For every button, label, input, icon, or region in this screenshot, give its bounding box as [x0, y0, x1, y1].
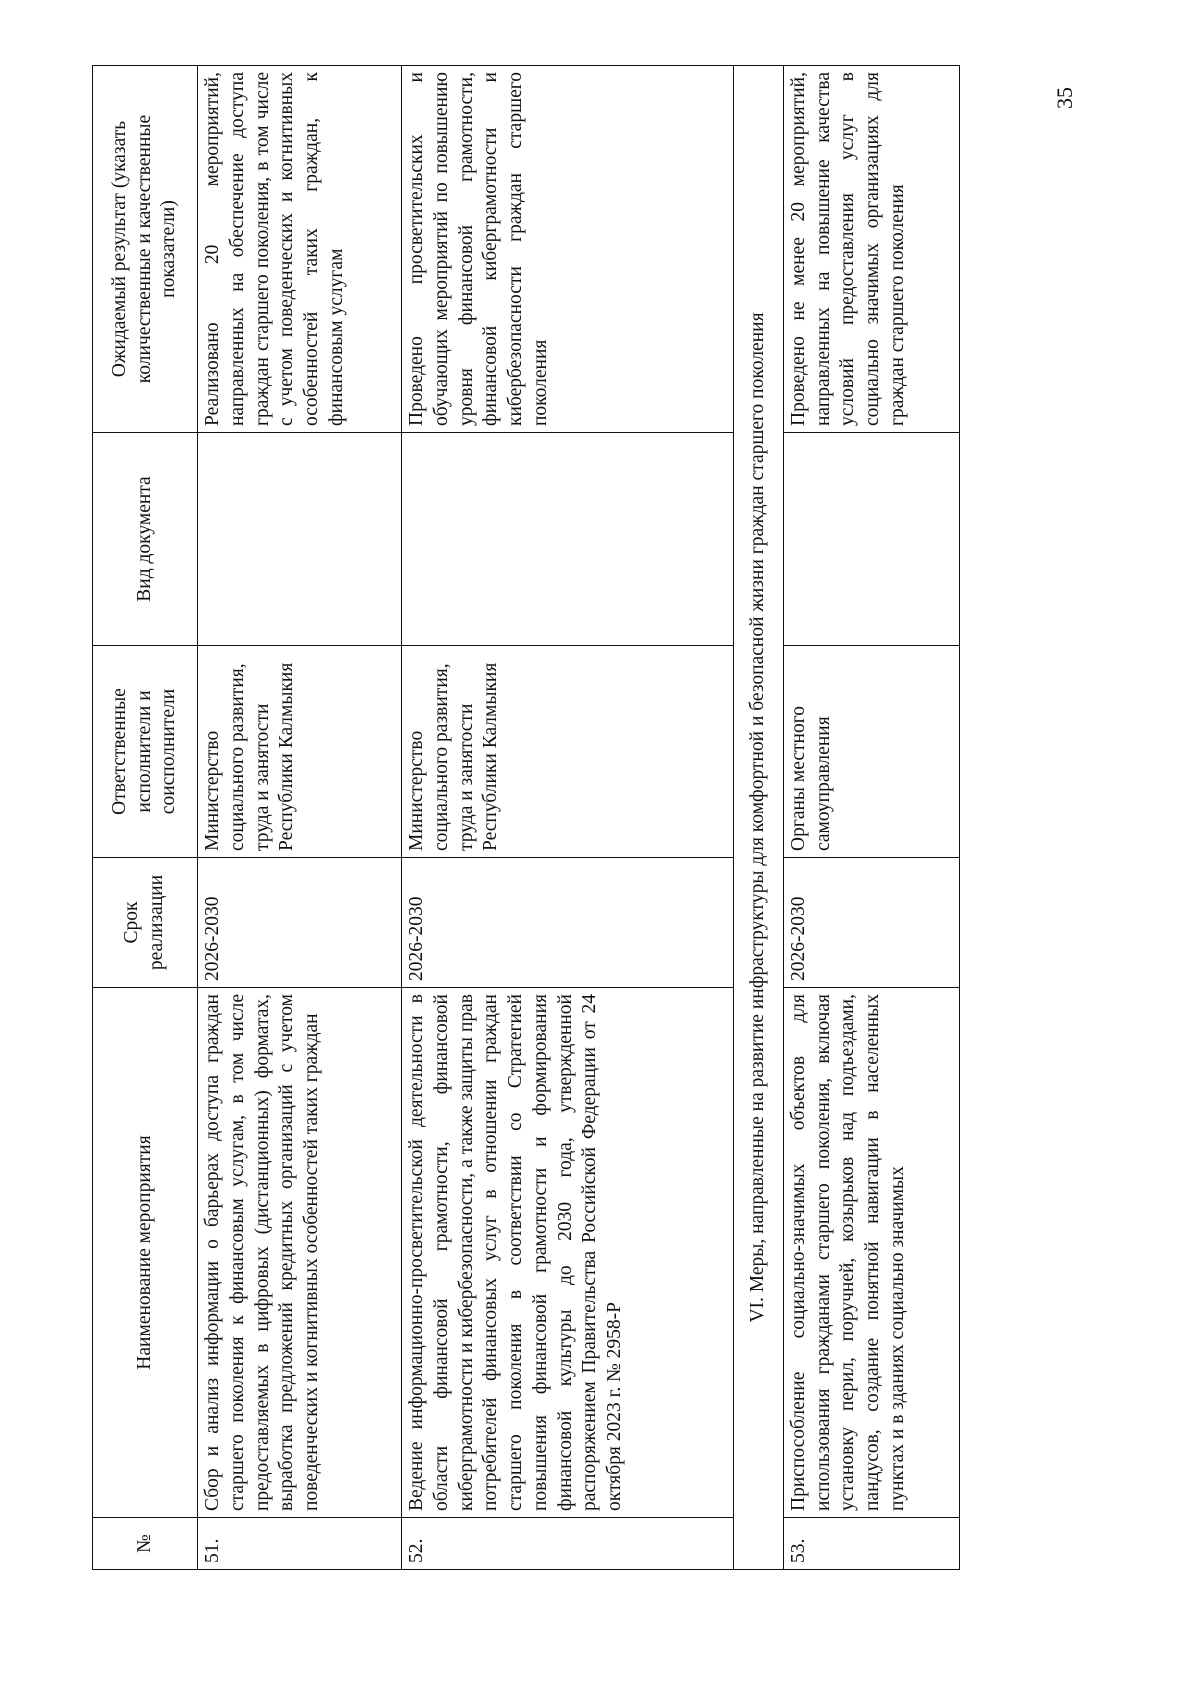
rotated-table-container: [92, 66, 1072, 1570]
cell-result: Реализовано 20 мероприятий, направленных на обеспечение доступа граждан старшего поколения, в том числе с учетом поведенческих и когнитивных особенностей таких граждан, к финансовым услугам: [198, 66, 402, 433]
header-num: №: [93, 1518, 198, 1570]
cell-result: Проведено просветительских и обучающих мероприятий по повышению уровня финансовой грамотности, финансовой киберграмотности и кибербезопасности граждан старшего поколения: [402, 66, 734, 433]
cell-name: Сбор и анализ информации о барьерах доступа граждан старшего поколения к финансовым услугам, в том числе предоставляемых в цифровых (дистанционных) форматах, выработка предложений кредитных организаций с учетом поведенческих и когнитивных особенностей таких граждан: [198, 988, 402, 1518]
cell-term: 2026-2030: [198, 858, 402, 988]
header-term: Срок реализации: [93, 858, 198, 988]
cell-doc: [402, 433, 734, 646]
cell-name: Приспособление социально-значимых объектов для использования гражданами старшего поколения, включая установку перил, поручней, козырьков над подъездами, пандусов, создание понятной навигации в населенных пунктах и в зданиях социально значимых: [783, 988, 959, 1518]
table-row: [783, 66, 959, 1570]
header-doc: Вид документа: [93, 433, 198, 646]
table-header-row: [93, 66, 198, 1570]
table-row: [402, 66, 734, 1570]
cell-name: Ведение информационно-просветительской деятельности в области финансовой грамотности, финансовой киберграмотности и кибербезопасности, а также защиты прав потребителей финансовых услуг в отношении граждан старшего поколения в соответствии со Стратегией повышения финансовой грамотности и формирования финансовой культуры до 2030 года, утвержденной распоряжением Правительства Российской Федерации от 24 октября 2023 г. № 2958-Р: [402, 988, 734, 1518]
header-name: Наименование мероприятия: [93, 988, 198, 1518]
header-result: Ожидаемый результат (указать количественные и качественные показатели): [93, 66, 198, 433]
cell-num: 53.: [783, 1518, 959, 1570]
section-row: [734, 66, 784, 1570]
cell-responsible: Органы местного самоуправления: [783, 646, 959, 858]
table-row: [198, 66, 402, 1570]
cell-result: Проведено не менее 20 мероприятий, направленных на повышение качества условий предоставления услуг в социально значимых организациях для граждан старшего поколения: [783, 66, 959, 433]
cell-doc: [198, 433, 402, 646]
cell-doc: [783, 433, 959, 646]
cell-responsible: Министерство социального развития, труда и занятости Республики Калмыкия: [402, 646, 734, 858]
header-responsible: Ответственные исполнители и соисполнители: [93, 646, 198, 858]
cell-num: 52.: [402, 1518, 734, 1570]
cell-num: 51.: [198, 1518, 402, 1570]
section-title: VI. Меры, направленные на развитие инфраструктуры для комфортной и безопасной жизни граждан старшего поколения: [734, 66, 784, 1570]
page-number: 35: [1052, 87, 1077, 109]
cell-term: 2026-2030: [402, 858, 734, 988]
cell-responsible: Министерство социального развития, труда и занятости Республики Калмыкия: [198, 646, 402, 858]
cell-term: 2026-2030: [783, 858, 959, 988]
measures-table: [92, 65, 960, 1570]
